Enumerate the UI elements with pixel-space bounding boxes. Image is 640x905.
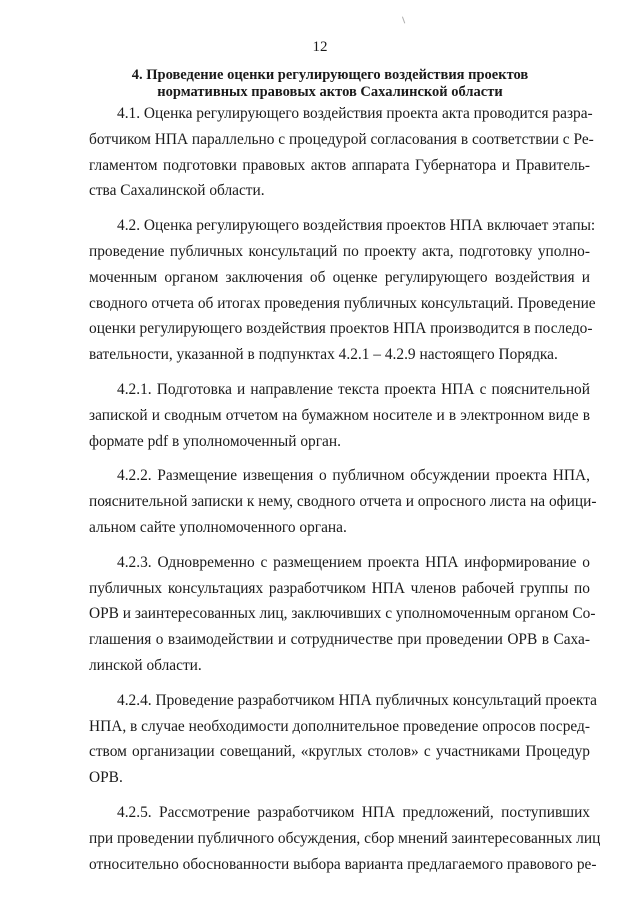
text-line: 4.2.4. Проведение разработчиком НПА публичных консультаций проекта <box>117 691 597 709</box>
text-line: публичных консультациях разработчиком НПА членов рабочей группы по <box>89 579 590 597</box>
text-line: проведение публичных консультаций по проекту акта, подготовку уполно- <box>89 242 590 260</box>
text-line: 4.2.3. Одновременно с размещением проекта НПА информирование о <box>117 553 590 571</box>
paragraph-4-2-2 <box>89 463 597 540</box>
section-heading <box>100 67 560 101</box>
text-line: ОРВ. <box>89 769 123 787</box>
text-line: гламентом подготовки правовых актов аппарата Губернатора и Правитель- <box>89 156 590 174</box>
text-line: альном сайте уполномоченного органа. <box>89 518 347 536</box>
text-line: ством организации совещаний, «круглых столов» с участниками Процедур <box>89 743 590 761</box>
paragraph-4-2-3 <box>89 550 596 679</box>
text-line: глашения о взаимодействии и сотрудничестве при проведении ОРВ в Саха- <box>89 631 590 649</box>
document-body <box>89 101 601 886</box>
paragraph-4-2-1 <box>89 377 590 454</box>
text-line: сводного отчета об итогах проведения публичных консультаций. Проведение <box>89 294 596 312</box>
text-line: запиской и сводным отчетом на бумажном носителе и в электронном виде в <box>89 406 590 424</box>
section-heading-line-1: 4. Проведение оценки регулирующего воздействия проектов <box>131 67 529 83</box>
section-heading-line-2: нормативных правовых актов Сахалинской области <box>157 84 503 100</box>
text-line: ства Сахалинской области. <box>89 182 265 200</box>
text-line: ботчиком НПА параллельно с процедурой согласования в соответствии с Ре- <box>89 130 594 148</box>
text-line: оценки регулирующего воздействия проектов НПА производится в последо- <box>89 320 593 338</box>
text-line: формате pdf в уполномоченный орган. <box>89 432 341 450</box>
scan-mark <box>402 16 408 24</box>
text-line: 4.2.2. Размещение извещения о публичном обсуждении проекта НПА, <box>117 467 590 485</box>
text-line: ОРВ и заинтересованных лиц, заключивших с уполномоченным органом Со- <box>89 605 596 623</box>
text-line: 4.2.5. Рассмотрение разработчиком НПА предложений, поступивших <box>117 803 590 821</box>
paragraph-4-2-5 <box>89 800 601 877</box>
text-line: при проведении публичного обсуждения, сбор мнений заинтересованных лиц <box>89 829 601 847</box>
text-line: линской области. <box>89 656 202 674</box>
text-line: 4.2.1. Подготовка и направление текста проекта НПА с пояснительной <box>117 380 590 398</box>
text-line: вательности, указанной в подпунктах 4.2.1 – 4.2.9 настоящего Порядка. <box>89 346 558 364</box>
text-line: 4.1. Оценка регулирующего воздействия проекта акта проводится разра- <box>117 105 593 122</box>
paragraph-4-2-4 <box>89 688 597 791</box>
text-line: пояснительной записки к нему, сводного отчета и опросного листа на офици- <box>89 493 597 511</box>
paragraph-4-2 <box>89 213 596 368</box>
text-line: моченным органом заключения об оценке регулирующего воздействия и <box>89 268 590 286</box>
paragraph-4-1 <box>89 101 594 204</box>
page-number: 12 <box>312 39 328 55</box>
text-line: 4.2. Оценка регулирующего воздействия проектов НПА включает этапы: <box>117 217 596 235</box>
text-line: относительно обоснованности выбора варианта предлагаемого правового ре- <box>89 855 597 873</box>
text-line: НПА, в случае необходимости дополнительное проведение опросов посред- <box>89 717 590 735</box>
